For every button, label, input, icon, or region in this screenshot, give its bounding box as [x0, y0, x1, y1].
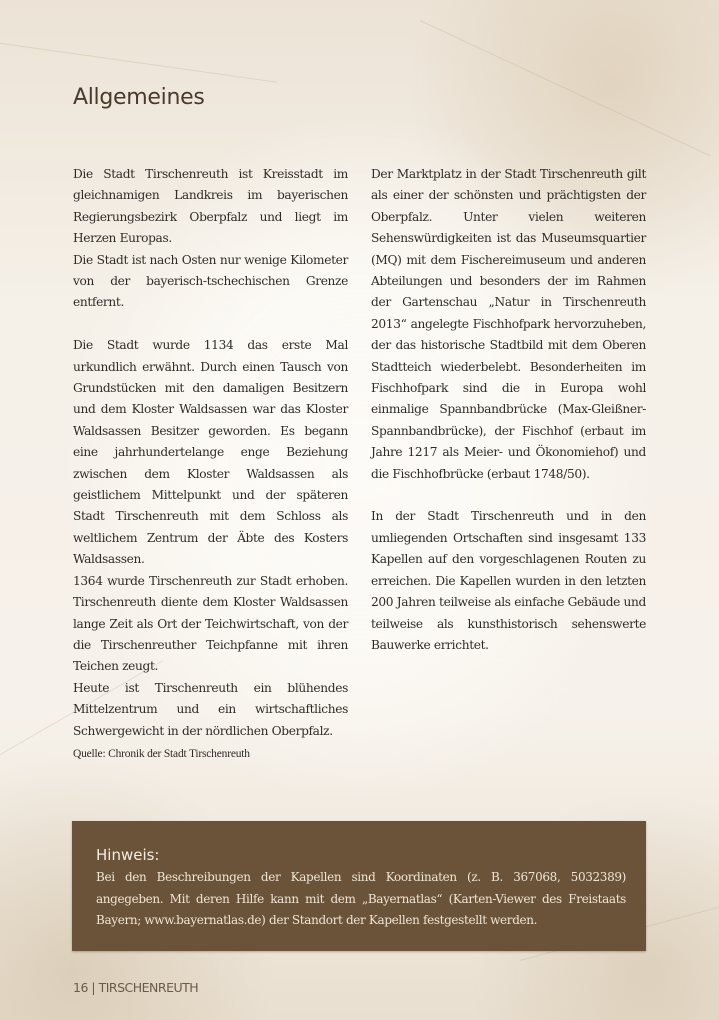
page-number: 16: [73, 980, 88, 995]
paragraph: Heute ist Tirschenreuth ein blühendes Mittelzentrum und ein wirtschaftliches Schwergewicht in der nördlichen Oberpfalz.: [73, 680, 348, 738]
footer-section: TIRSCHENREUTH: [98, 980, 199, 995]
note-title: Hinweis:: [96, 846, 160, 864]
paragraph: Die Stadt Tirschenreuth ist Kreisstadt im gleichnamigen Landkreis im bayerischen Regierungsbezirk Oberpfalz und liegt im Herzen Europas.: [73, 167, 348, 246]
background-texture: [0, 40, 277, 83]
footer-separator: |: [91, 980, 96, 995]
page-footer: [73, 980, 198, 995]
note-box: [72, 821, 646, 951]
paragraph: Die Stadt wurde 1134 das erste Mal urkundlich erwähnt. Durch einen Tausch von Grundstücken mit den damaligen Besitzern und dem Kloster Waldsassen war das Kloster Waldsassen Besitzer geworden. Es begann eine jahrhundertelange enge Beziehung zwischen dem Kloster Waldsassen als geistlichem Mittelpunkt und der späteren Stadt Tirschenreuth mit dem Schloss als weltlichem Zentrum der Äbte des Kosters Waldsassen.: [73, 338, 348, 567]
paragraph: Die Stadt ist nach Osten nur wenige Kilometer von der bayerisch-tschechischen Grenze entfernt.: [73, 252, 348, 310]
source-citation: Quelle: Chronik der Stadt Tirschenreuth: [73, 747, 250, 760]
paragraph: In der Stadt Tirschenreuth und in den umliegenden Ortschaften sind insgesamt 133 Kapellen auf den vorgeschlagenen Routen zu erreichen. Die Kapellen wurden in den letzten 200 Jahren teilweise als einfache Gebäude und teilweise als kunsthistorisch sehenswerte Bauwerke errichtet.: [371, 509, 646, 652]
note-body: Bei den Beschreibungen der Kapellen sind Koordinaten (z. B. 367068, 5032389) angegeben. Mit deren Hilfe kann mit dem „Bayernatlas“ (Karten-Viewer des Freistaats Bayern; www.bayernatlas.de) der Standort der Kapellen festgestellt werden.: [96, 870, 626, 927]
right-column: [371, 164, 646, 656]
left-column: [73, 164, 348, 762]
page-title: Allgemeines: [73, 84, 205, 110]
paragraph: 1364 wurde Tirschenreuth zur Stadt erhoben. Tirschenreuth diente dem Kloster Waldsassen lange Zeit als Ort der Teichwirtschaft, von der die Tirschenreuther Teichpfanne mit ihren Teichen zeugt.: [73, 573, 348, 674]
paragraph: Der Marktplatz in der Stadt Tirschenreuth gilt als einer der schönsten und prächtigsten der Oberpfalz. Unter vielen weiteren Sehenswürdigkeiten ist das Museumsquartier (MQ) mit dem Fischereimuseum und anderen Abteilungen und besonders der im Rahmen der Gartenschau „Natur in Tirschenreuth 2013“ angelegte Fischhofpark hervorzuheben, der das historische Stadtbild mit dem Oberen Stadtteich wiederbelebt. Besonderheiten im Fischhofpark sind die in Europa wohl einmalige Spannbandbrücke (Max-Gleißner-Spannbandbrücke), der Fischhof (erbaut im Jahre 1217 als Meier- und Ökonomiehof) und die Fischhofbrücke (erbaut 1748/50).: [371, 167, 646, 481]
background-texture: [420, 20, 710, 156]
